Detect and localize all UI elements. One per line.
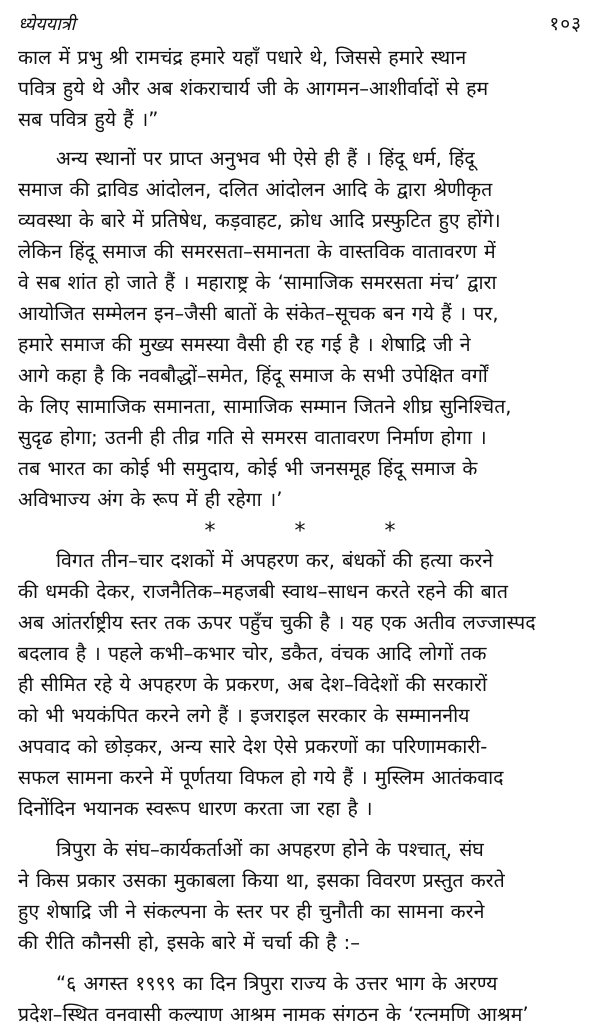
text-line: अब आंतर्राष्ट्रीय स्तर तक ऊपर पहुँच चुकी है । यह एक अतीव लज्जास्पद: [18, 611, 536, 634]
text-line: हुए शेषाद्रि जी ने संकल्पना के स्तर पर ही चुनौती का सामना करने: [18, 900, 485, 923]
text-line: त्रिपुरा के संघ–कार्यकर्ताओं का अपहरण होने के पश्चात्, संघ: [56, 838, 484, 861]
text-line: पवित्र हुये थे और अब शंकराचार्य जी के आगमन–आशीर्वादों से हम: [18, 77, 489, 100]
text-line: अपवाद को छोड़कर, अन्य सारे देश ऐसे प्रकरणों का परिणामकारी-: [18, 735, 488, 758]
text-line: सफल सामना करने में पूर्णतया विफल हो गये हैं । मुस्लिम आतंकवाद: [18, 766, 504, 789]
paragraph: [18, 143, 582, 515]
text-line: सब पवित्र हुये हैं ।”: [18, 108, 159, 131]
text-line: “६ अगस्त १९९९ का दिन त्रिपुरा राज्य के उत्तर भाग के अरण्य: [56, 972, 498, 995]
text-line: व्यवस्था के बारे में प्रतिषेध, कड़वाहट, क्रोध आदि प्रस्फुटित हुए होंगे।: [18, 209, 501, 232]
section-separator: * * *: [204, 519, 432, 544]
running-title: ध्येययात्री: [18, 14, 76, 35]
text-line: समाज की द्राविड आंदोलन, दलित आंदोलन आदि के द्वारा श्रेणीकृत: [18, 178, 493, 201]
text-line: हमारे समाज की मुख्य समस्या वैसी ही रह गई है । शेषाद्रि जी ने: [18, 333, 471, 356]
text-line: अविभाज्य अंग के रूप में ही रहेगा ।’: [18, 488, 283, 511]
text-line: ने किस प्रकार उसका मुकाबला किया था, इसका विवरण प्रस्तुत करते: [18, 869, 505, 892]
paragraph: [18, 42, 582, 135]
text-line: काल में प्रभु श्री रामचंद्र हमारे यहाँ पधारे थे, जिससे हमारे स्थान: [18, 46, 467, 69]
text-line: तब भारत का कोई भी समुदाय, कोई भी जनसमूह हिंदू समाज के: [18, 457, 478, 480]
page-number: १०३: [549, 13, 582, 35]
text-line: अन्य स्थानों पर प्राप्त अनुभव भी ऐसे ही हैं । हिंदू धर्म, हिंदू: [56, 147, 475, 170]
text-line: ही सीमित रहे ये अपहरण के प्रकरण, अब देश–विदेशों की सरकारों: [18, 673, 488, 696]
text-line: की धमकी देकर, राजनैतिक–महजबी स्वाथ–साधन करते रहने की बात: [18, 580, 508, 603]
text-line: लेकिन हिंदू समाज की समरसता–समानता के वास्तविक वातावरण में: [18, 240, 496, 263]
text-line: की रीति कौनसी हो, इसके बारे में चर्चा की है :–: [18, 931, 360, 954]
paragraph: [18, 968, 582, 1030]
page-header: [18, 10, 582, 42]
text-line: बदलाव है । पहले कभी–कभार चोर, डकैत, वंचक आदि लोगों तक: [18, 642, 487, 665]
text-line: के लिए सामाजिक समानता, सामाजिक सम्मान जितने शीघ्र सुनिश्चित,: [18, 395, 512, 418]
paragraph: [18, 834, 582, 958]
paragraph: [18, 545, 582, 824]
text-line: दिनोंदिन भयानक स्वरूप धारण करता जा रहा है ।: [18, 797, 373, 820]
text-line: विगत तीन–चार दशकों में अपहरण कर, बंधकों की हत्या करने: [56, 549, 494, 572]
text-line: प्रदेश–स्थित वनवासी कल्याण आश्रम नामक संगठन के ‘रत्नमणि आश्रम’: [18, 1003, 529, 1026]
text-line: सुदृढ होगा; उतनी ही तीव्र गति से समरस वातावरण निर्माण होगा ।: [18, 426, 487, 449]
text-line: आयोजित सम्मेलन इन–जैसी बातों के संकेत–सूचक बन गये हैं । पर,: [18, 302, 499, 325]
text-line: वे सब शांत हो जाते हैं । महाराष्ट्र के ‘सामाजिक समरसता मंच’ द्वारा: [18, 271, 497, 294]
text-line: को भी भयकंपित करने लगे हैं । इजराइल सरकार के सम्माननीय: [18, 704, 470, 727]
text-line: आगे कहा है कि नवबौद्धों–समेत, हिंदू समाज के सभी उपेक्षित वर्गों: [18, 364, 488, 387]
